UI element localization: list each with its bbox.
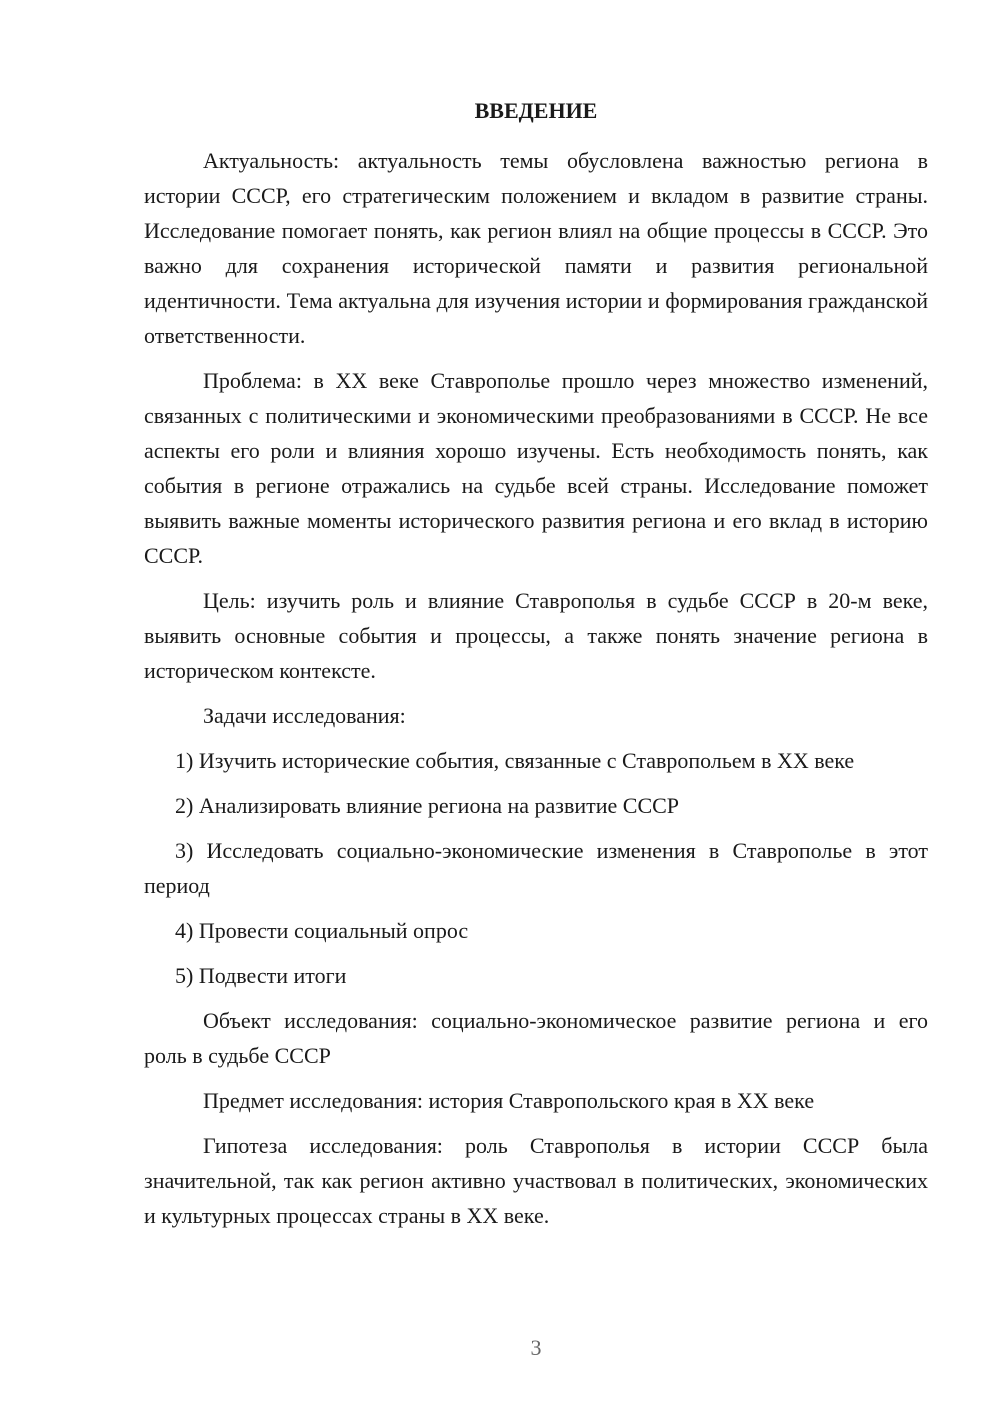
list-item-task-3: 3) Исследовать социально-экономические изменения в Ставрополье в этот период — [144, 838, 928, 898]
list-item-task-4: 4) Провести социальный опрос — [175, 918, 469, 943]
paragraph-problem: Проблема: в XX веке Ставрополье прошло через множество изменений, связанных с политическими и экономическими преобразованиями в СССР. Не все аспекты его роли и влияния хорошо изучены. Есть необходимость понять, как события в регионе отражались на судьбе всей страны. Исследование поможет выявить важные моменты исторического развития региона и его вклад в историю СССР. — [144, 368, 928, 568]
paragraph-subject: Предмет исследования: история Ставропольского края в XX веке — [203, 1088, 815, 1113]
list-item-task-5: 5) Подвести итоги — [175, 963, 347, 988]
page-number: 3 — [530, 1335, 542, 1360]
paragraph-object: Объект исследования: социально-экономическое развитие региона и его роль в судьбе СССР — [144, 1008, 928, 1068]
list-item-task-2: 2) Анализировать влияние региона на развитие СССР — [175, 793, 680, 818]
document-body — [144, 143, 928, 1233]
page-title: ВВЕДЕНИЕ — [474, 98, 598, 123]
paragraph-tasks-heading: Задачи исследования: — [203, 703, 406, 728]
paragraph-relevance: Актуальность: актуальность темы обусловлена важностью региона в истории СССР, его стратегическим положением и вкладом в развитие страны. Исследование помогает понять, как регион влиял на общие процессы в СССР. Это важно для сохранения исторической памяти и развития региональной идентичности. Тема актуальна для изучения истории и формирования гражданской ответственности. — [144, 148, 928, 348]
list-item-task-1: 1) Изучить исторические события, связанные с Ставропольем в XX веке — [175, 748, 855, 773]
paragraph-goal: Цель: изучить роль и влияние Ставрополья в судьбе СССР в 20-м веке, выявить основные события и процессы, а также понять значение региона в историческом контексте. — [144, 588, 928, 683]
paragraph-hypothesis: Гипотеза исследования: роль Ставрополья в истории СССР была значительной, так как регион активно участвовал в политических, экономических и культурных процессах страны в XX веке. — [144, 1133, 928, 1228]
